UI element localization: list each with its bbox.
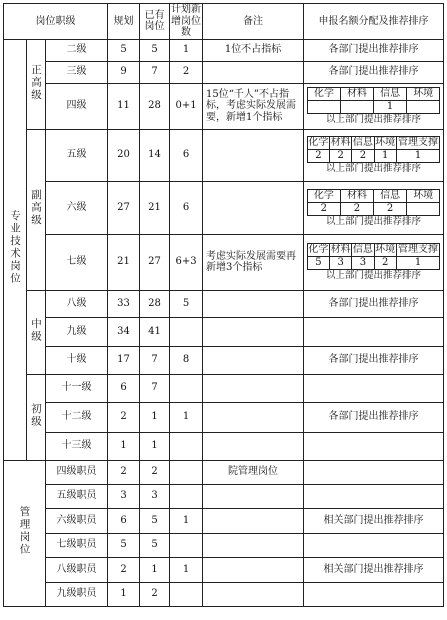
table-row (4, 181, 444, 234)
discipline-head: 化学 (308, 137, 329, 149)
table-row (4, 234, 444, 290)
discipline-value: 3 (330, 257, 352, 270)
table-row (4, 290, 444, 317)
existing-cell: 41 (140, 317, 170, 346)
alloc-note: 以上部门提出推荐排序 (326, 163, 422, 175)
group-junior: 初级 (27, 374, 46, 460)
new-cell: 6 (170, 181, 203, 234)
new-cell: 1 (170, 508, 203, 533)
discipline-value (407, 202, 440, 215)
level-cell: 五级 (46, 129, 108, 181)
header-row (4, 4, 444, 40)
existing-cell: 28 (140, 83, 170, 129)
discipline-value: 2 (340, 202, 373, 215)
new-cell (170, 582, 203, 606)
plan-cell: 2 (108, 402, 140, 432)
alloc-cell: 相关部门提出推荐排序 (304, 508, 444, 533)
discipline-value: 1 (396, 257, 440, 270)
remark-cell (203, 508, 304, 533)
alloc-cell (304, 317, 444, 346)
discipline-head: 材料 (340, 88, 373, 101)
remark-cell (203, 557, 304, 582)
alloc-cell (304, 432, 444, 460)
plan-cell: 21 (108, 234, 140, 290)
discipline-head: 化学 (308, 244, 329, 256)
allocation-subtable (307, 243, 440, 270)
new-cell: 5 (170, 290, 203, 317)
existing-cell: 7 (140, 374, 170, 402)
level-cell: 六级职员 (46, 508, 108, 533)
table-row (4, 317, 444, 346)
existing-cell: 28 (140, 290, 170, 317)
discipline-head: 材料 (330, 244, 351, 256)
discipline-head: 管理支撑 (398, 244, 438, 256)
existing-cell: 1 (140, 557, 170, 582)
discipline-head: 化学 (307, 189, 340, 202)
new-cell: 1 (170, 557, 203, 582)
existing-cell: 5 (140, 508, 170, 533)
discipline-head: 材料 (330, 137, 351, 149)
alloc-note: 以上部门提出推荐排序 (326, 114, 422, 126)
alloc-note: 以上部门提出推荐排序 (326, 270, 422, 282)
new-cell (170, 484, 203, 508)
discipline-head: 环境 (407, 88, 440, 101)
table-row (4, 533, 444, 557)
header-allocation: 申报名额分配及推荐排序 (304, 4, 444, 40)
existing-cell: 3 (140, 484, 170, 508)
remark-cell: 考虑实际发展需要再新增3个指标 (203, 234, 304, 290)
alloc-cell (304, 484, 444, 508)
table-row (4, 61, 444, 83)
remark-cell (203, 533, 304, 557)
discipline-head: 信息 (352, 244, 373, 256)
remark-cell (203, 582, 304, 606)
level-cell: 八级职员 (46, 557, 108, 582)
discipline-value: 2 (352, 150, 374, 163)
discipline-head: 环境 (375, 137, 396, 149)
group-senior: 正高级 (27, 39, 46, 129)
new-cell (170, 460, 203, 484)
new-cell: 8 (170, 346, 203, 374)
level-cell: 九级 (46, 317, 108, 346)
existing-cell: 21 (140, 181, 170, 234)
plan-cell: 1 (108, 582, 140, 606)
alloc-cell: 各部门提出推荐排序 (304, 290, 444, 317)
remark-cell (203, 61, 304, 83)
alloc-cell (304, 181, 444, 234)
plan-cell: 20 (108, 129, 140, 181)
new-cell (170, 533, 203, 557)
discipline-value: 2 (374, 202, 407, 215)
remark-cell: 院管理岗位 (203, 460, 304, 484)
plan-cell: 27 (108, 181, 140, 234)
remark-cell: 15位“千人”不占指标，考虑实际发展需要，新增1个指标 (203, 83, 304, 129)
allocation-subtable (307, 87, 440, 114)
discipline-value (407, 101, 440, 114)
level-cell: 四级职员 (46, 460, 108, 484)
alloc-cell (304, 460, 444, 484)
level-cell: 三级 (46, 61, 108, 83)
level-cell: 七级 (46, 234, 108, 290)
discipline-value: 1 (374, 101, 407, 114)
discipline-head: 信息 (374, 189, 407, 202)
remark-cell (203, 484, 304, 508)
new-cell: 1 (170, 402, 203, 432)
plan-cell: 2 (108, 460, 140, 484)
discipline-value: 1 (396, 150, 440, 163)
plan-cell: 3 (108, 484, 140, 508)
level-cell: 八级 (46, 290, 108, 317)
plan-cell: 5 (108, 533, 140, 557)
header-existing: 已有岗位 (140, 4, 170, 40)
new-cell: 2 (170, 61, 203, 83)
alloc-cell: 各部门提出推荐排序 (304, 39, 444, 61)
new-cell (170, 317, 203, 346)
level-cell: 十一级 (46, 374, 108, 402)
discipline-value: 2 (307, 150, 329, 163)
level-cell: 十三级 (46, 432, 108, 460)
header-position: 岗位职级 (4, 4, 108, 40)
table-row (4, 83, 444, 129)
remark-cell (203, 129, 304, 181)
new-cell: 6 (170, 129, 203, 181)
existing-cell: 2 (140, 460, 170, 484)
discipline-value (307, 101, 340, 114)
remark-cell (203, 432, 304, 460)
level-cell: 七级职员 (46, 533, 108, 557)
remark-cell (203, 290, 304, 317)
plan-cell: 6 (108, 374, 140, 402)
level-cell: 十二级 (46, 402, 108, 432)
remark-cell: 1位不占指标 (203, 39, 304, 61)
table-row (4, 402, 444, 432)
new-cell (170, 432, 203, 460)
plan-cell: 9 (108, 61, 140, 83)
discipline-value: 5 (307, 257, 329, 270)
table-row (4, 582, 444, 606)
header-plan: 规划 (108, 4, 140, 40)
table-row (4, 460, 444, 484)
discipline-value (340, 101, 373, 114)
table-row (4, 129, 444, 181)
existing-cell: 2 (140, 582, 170, 606)
level-cell: 五级职员 (46, 484, 108, 508)
table-row (4, 432, 444, 460)
discipline-head: 管理支撑 (398, 137, 438, 149)
discipline-value: 1 (374, 150, 396, 163)
remark-cell (203, 374, 304, 402)
alloc-cell: 各部门提出推荐排序 (304, 346, 444, 374)
discipline-head: 材料 (340, 189, 373, 202)
table-row (4, 39, 444, 61)
group-management: 管理岗位 (4, 460, 46, 606)
alloc-cell (304, 83, 444, 129)
existing-cell: 1 (140, 432, 170, 460)
plan-cell: 34 (108, 317, 140, 346)
alloc-cell: 各部门提出推荐排序 (304, 402, 444, 432)
allocation-subtable (307, 189, 440, 216)
allocation-subtable (307, 136, 440, 163)
table-row (4, 508, 444, 533)
group-professional: 专业技术岗位 (4, 39, 27, 460)
existing-cell: 27 (140, 234, 170, 290)
alloc-note: 以上部门提出推荐排序 (326, 215, 422, 227)
alloc-cell (304, 533, 444, 557)
group-vice-senior: 副高级 (27, 129, 46, 290)
remark-cell (203, 346, 304, 374)
new-cell: 0+1 (170, 83, 203, 129)
alloc-cell (304, 129, 444, 181)
discipline-head: 信息 (352, 137, 373, 149)
table-row (4, 484, 444, 508)
remark-cell (203, 317, 304, 346)
level-cell: 四级 (46, 83, 108, 129)
discipline-value: 2 (307, 202, 340, 215)
remark-cell (203, 181, 304, 234)
new-cell (170, 374, 203, 402)
plan-cell: 2 (108, 557, 140, 582)
plan-cell: 11 (108, 83, 140, 129)
existing-cell: 7 (140, 61, 170, 83)
alloc-cell (304, 582, 444, 606)
header-remarks: 备注 (203, 4, 304, 40)
existing-cell: 14 (140, 129, 170, 181)
discipline-head: 环境 (407, 189, 440, 202)
discipline-head: 信息 (374, 88, 407, 101)
existing-cell: 5 (140, 39, 170, 61)
new-cell: 1 (170, 39, 203, 61)
discipline-value: 2 (374, 257, 396, 270)
discipline-head: 环境 (375, 244, 396, 256)
discipline-value: 2 (330, 150, 352, 163)
alloc-cell: 相关部门提出推荐排序 (304, 557, 444, 582)
alloc-cell (304, 374, 444, 402)
plan-cell: 17 (108, 346, 140, 374)
plan-cell: 6 (108, 508, 140, 533)
alloc-cell: 各部门提出推荐排序 (304, 61, 444, 83)
plan-cell: 33 (108, 290, 140, 317)
table-row (4, 346, 444, 374)
existing-cell: 5 (140, 533, 170, 557)
table-row (4, 557, 444, 582)
discipline-value: 3 (352, 257, 374, 270)
remark-cell (203, 402, 304, 432)
group-middle: 中级 (27, 290, 46, 374)
table-row (4, 374, 444, 402)
position-table (3, 3, 444, 607)
existing-cell: 1 (140, 402, 170, 432)
level-cell: 十级 (46, 346, 108, 374)
alloc-cell (304, 234, 444, 290)
level-cell: 六级 (46, 181, 108, 234)
new-cell: 6+3 (170, 234, 203, 290)
level-cell: 二级 (46, 39, 108, 61)
header-planned-new: 计划新增岗位数 (171, 4, 202, 38)
existing-cell: 7 (140, 346, 170, 374)
plan-cell: 5 (108, 39, 140, 61)
discipline-head: 化学 (307, 88, 340, 101)
level-cell: 九级职员 (46, 582, 108, 606)
plan-cell: 1 (108, 432, 140, 460)
